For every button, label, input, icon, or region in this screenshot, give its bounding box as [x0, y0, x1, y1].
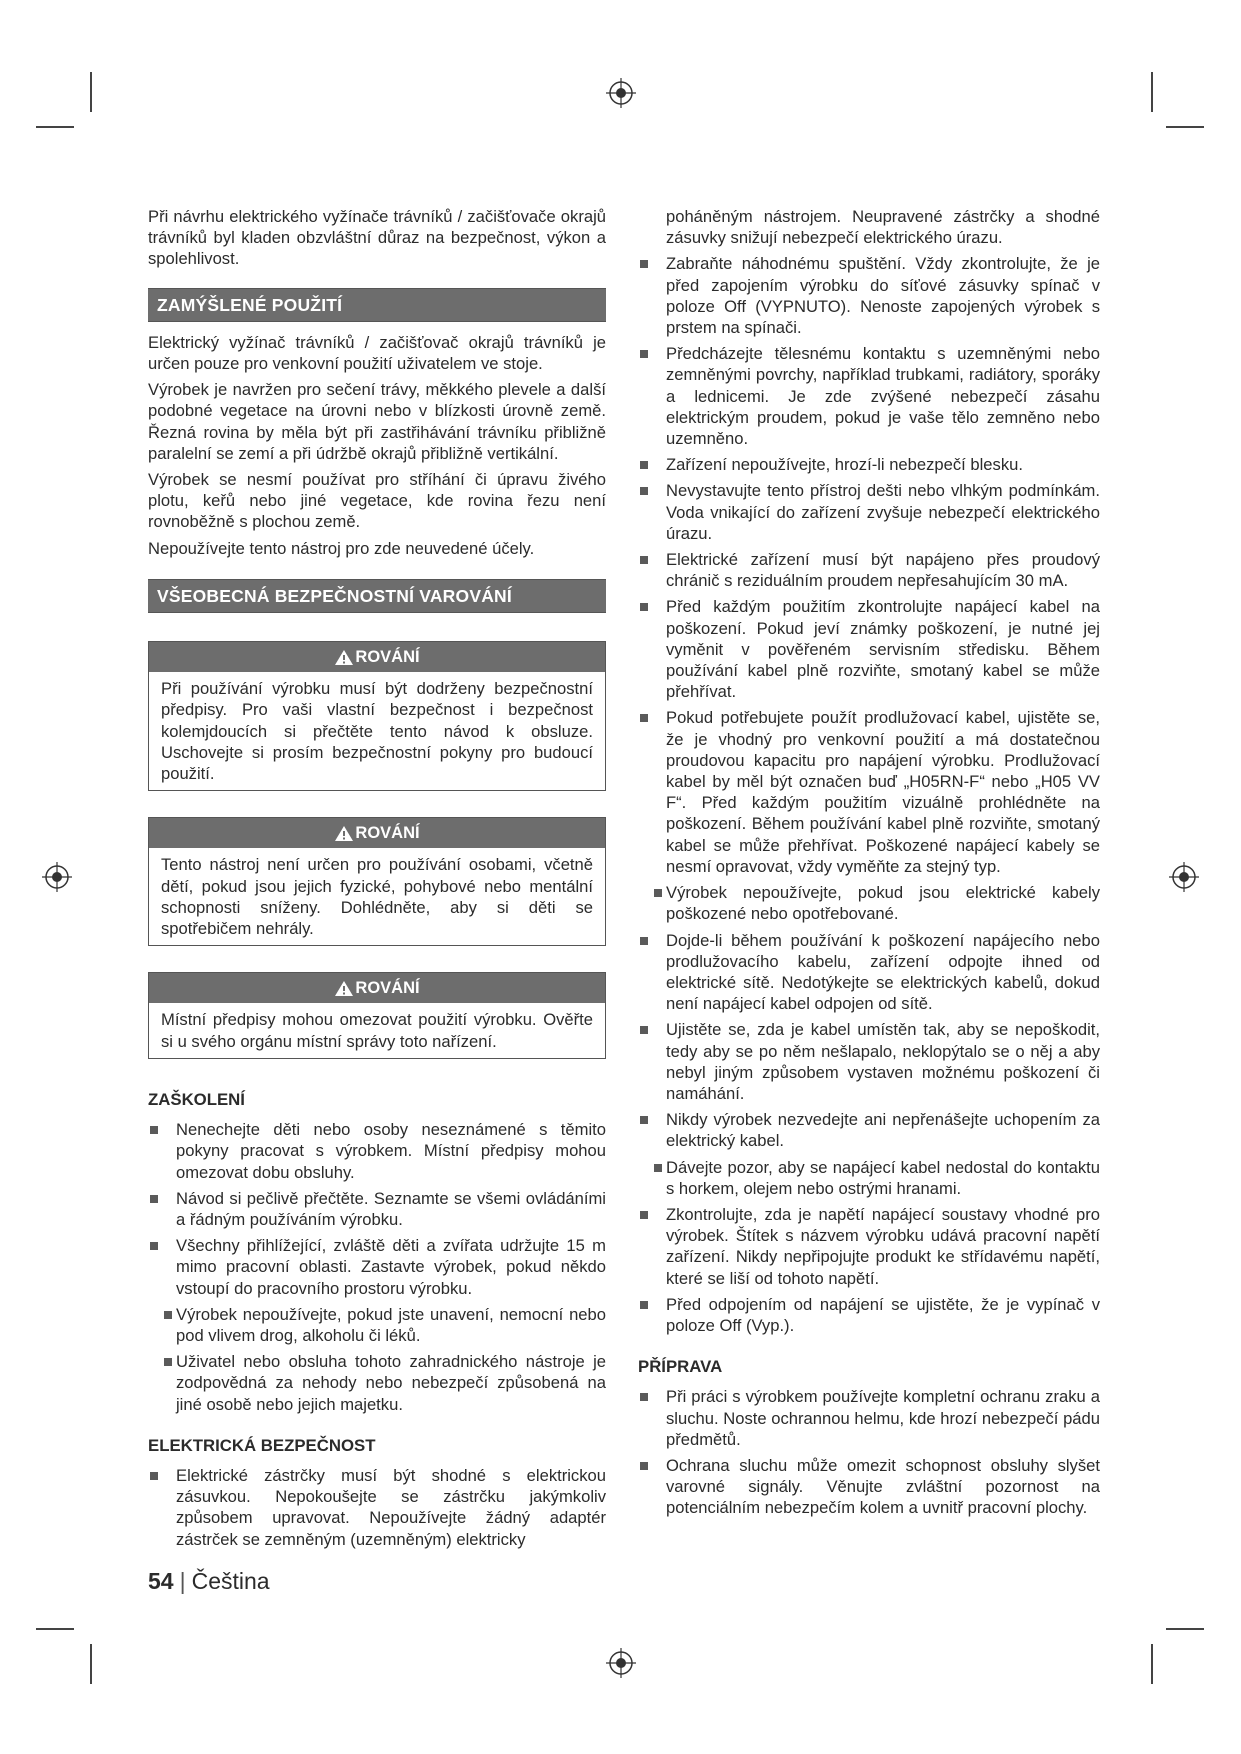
crop-mark: [90, 1644, 92, 1684]
paragraph: Nepoužívejte tento nástroj pro zde neuvedené účely.: [148, 538, 535, 558]
list-item: Ochrana sluchu může omezit schopnost obsluhy slyšet varovné signály. Věnujte zvláštní pozornost na potenciálním nebezpečím kolem a uvnitř pracovní plochy.: [638, 1455, 1100, 1519]
warning-text: Při používání výrobku musí být dodrženy bezpečnostní předpisy. Pro vaši vlastní bezpečnost i bezpečnost kolemjdoucích si přečtěte tento návod k obsluze. Uschovejte si prosím bezpečnostní pokyny pro budoucí použití.: [161, 679, 593, 784]
list-item: Při práci s výrobkem používejte kompletní ochranu zraku a sluchu. Noste ochrannou helmu, kde hrozí nebezpečí pádu předmětů.: [638, 1386, 1100, 1450]
electrical-list: [638, 253, 1100, 1336]
warning-title: [149, 973, 605, 1003]
warning-text: Místní předpisy mohou omezovat použití výrobku. Ověřte si u svého orgánu místní správy toto nařízení.: [161, 1010, 593, 1051]
subheading-preparation: PŘÍPRAVA: [638, 1357, 723, 1377]
list-item: Předcházejte tělesnému kontaktu s uzemněnými nebo zemněnými povrchy, například trubkami, radiátory, sporáky a lednicemi. Je zde zvýšené nebezpečí zásahu elektrickým proudem, pokud je vaše tělo zemněno nebo uzemněno.: [638, 343, 1100, 449]
list-item: Dojde-li během používání k poškození napájecího nebo prodlužovacího kabelu, zařízení odpojte ihned od elektrické sítě. Nedotýkejte se elektrických kabelů, dokud není napájecí kabel odpojen od sítě.: [638, 930, 1100, 1015]
list-item: Elektrické zástrčky musí být shodné s elektrickou zásuvkou. Nepokoušejte se zástrčku jakýmkoliv způsobem upravovat. Nepoužívejte žádný adaptér zástrček se zemněným (uzemněným) elektricky: [148, 1465, 606, 1550]
list-item: Zařízení nepoužívejte, hrozí-li nebezpečí blesku.: [638, 454, 1100, 475]
subheading-electrical-safety: ELEKTRICKÁ BEZPEČNOST: [148, 1435, 376, 1455]
continued-paragraph: poháněným nástrojem. Neupravené zástrčky a shodné zásuvky snižují nebezpečí elektrického úrazu.: [666, 207, 1100, 248]
warning-title-text: ROVÁNÍ: [355, 824, 420, 843]
electrical-list-left: [148, 1465, 606, 1550]
section-heading-general-safety: VŠEOBECNÁ BEZPEČNOSTNÍ VAROVÁNÍ: [148, 579, 606, 613]
warning-title: [149, 818, 605, 848]
crop-mark: [1166, 1628, 1204, 1630]
intro-paragraph: Při návrhu elektrického vyžínače trávníků / začišťovače okrajů trávníků byl kladen obzvláštní důraz na bezpečnost, výkon a spolehlivost.: [148, 207, 606, 269]
registration-mark-icon: [1167, 860, 1201, 894]
paragraph: Elektrický vyžínač trávníků / začišťovač okrajů trávníků je určen pouze pro venkovní použití uživatelem ve stoje.: [148, 332, 606, 374]
registration-mark-icon: [40, 860, 74, 894]
training-list: [148, 1119, 606, 1415]
warning-box: [148, 972, 606, 1059]
warning-triangle-icon: [334, 825, 354, 842]
paragraph: Výrobek se nesmí používat pro stříhání či úpravu živého plotu, keřů nebo jiné vegetace, kde rovina řezu není rovnoběžně s plochou země.: [148, 470, 606, 532]
warning-triangle-icon: [334, 649, 354, 666]
warning-box: [148, 641, 606, 791]
right-column: [638, 206, 1100, 1524]
list-item: Dávejte pozor, aby se napájecí kabel nedostal do kontaktu s horkem, olejem nebo ostrými hranami.: [638, 1157, 1100, 1199]
list-item: Výrobek nepoužívejte, pokud jsou elektrické kabely poškozené nebo opotřebované.: [638, 882, 1100, 924]
list-item: Zkontrolujte, zda je napětí napájecí soustavy vhodné pro výrobek. Štítek s názvem výrobku udává pracovní napětí zařízení. Nikdy nepřipojujte produkt ke střídavému napětí, které se liší od tohoto napětí.: [638, 1204, 1100, 1289]
list-item: Pokud potřebujete použít prodlužovací kabel, ujistěte se, že je vhodný pro venkovní použití a má dostatečnou proudovou kapacitu pro napájení výrobku. Prodlužovací kabel by měl být označen buď „H05RN-F“ nebo „H05 VV F“. Před každým použitím vizuálně prohlédněte na poškození. Během používání kabel plně rozviňte, smotaný kabel se může přehřívat. Poškozené napájecí kabely se nesmí opravovat, vždy vyměňte za stejný typ.: [638, 707, 1100, 877]
list-item: Elektrické zařízení musí být napájeno přes proudový chránič s reziduálním proudem nepřesahujícím 30 mA.: [638, 549, 1100, 591]
list-item: Nenechejte děti nebo osoby neseznámené s těmito pokyny pracovat s výrobkem. Místní předpisy mohou omezovat dobu obsluhy.: [148, 1119, 606, 1183]
list-item: Nikdy výrobek nezvedejte ani nepřenášejte uchopením za elektrický kabel.: [638, 1109, 1100, 1151]
paragraph: Výrobek je navržen pro sečení trávy, měkkého plevele a další podobné vegetace na úrovni nebo v blízkosti úrovně země. Řezná rovina by měla být při zastřihávání trávníku přibližně paralelní se zemí a při údržbě okrajů přibližně vertikální.: [148, 380, 606, 463]
registration-mark-icon: [604, 1646, 638, 1680]
warning-box: [148, 817, 606, 946]
preparation-list: [638, 1386, 1100, 1518]
footer-language: Čeština: [191, 1568, 270, 1594]
list-item: Před každým použitím zkontrolujte napájecí kabel na poškození. Pokud jeví známky poškození, je nutné jej vyměnit v pověřeném servisním středisku. Během používání kabel plně rozviňte, smotaný kabel se může přehřívat.: [638, 596, 1100, 702]
list-item: Nevystavujte tento přístroj dešti nebo vlhkým podmínkám. Voda vnikající do zařízení zvyšuje nebezpečí elektrického úrazu.: [638, 480, 1100, 544]
subheading-training: ZAŠKOLENÍ: [148, 1089, 245, 1109]
left-column: [148, 206, 606, 1555]
crop-mark: [90, 72, 92, 112]
warning-triangle-icon: [334, 980, 354, 997]
list-item: Všechny přihlížející, zvláště děti a zvířata udržujte 15 m mimo pracovní oblasti. Zastavte výrobek, pokud někdo vstoupí do pracovního prostoru výrobku.: [148, 1235, 606, 1299]
list-item: Výrobek nepoužívejte, pokud jste unavení, nemocní nebo pod vlivem drog, alkoholu či léků.: [148, 1304, 606, 1346]
crop-mark: [36, 126, 74, 128]
list-item: Zabraňte náhodnému spuštění. Vždy zkontrolujte, že je před zapojením výrobku do síťové zásuvky spínač v poloze Off (VYPNUTO). Nenoste zapojených výrobek s prstem na spínači.: [638, 253, 1100, 338]
crop-mark: [1166, 126, 1204, 128]
crop-mark: [1151, 72, 1153, 112]
crop-mark: [1151, 1644, 1153, 1684]
warning-text: Tento nástroj není určen pro používání osobami, včetně dětí, pokud jsou jejich fyzické, pohybové nebo mentální schopnosti sníženy. Dohlédněte, aby si děti se spotřebičem nehrály.: [161, 855, 593, 939]
section-heading-intended-use: ZAMÝŠLENÉ POUŽITÍ: [148, 288, 606, 322]
list-item: Návod si pečlivě přečtěte. Seznamte se všemi ovládáními a řádným používáním výrobku.: [148, 1188, 606, 1230]
footer-separator: |: [179, 1568, 186, 1594]
warning-title-text: ROVÁNÍ: [355, 648, 420, 667]
list-item: Před odpojením od napájení se ujistěte, že je vypínač v poloze Off (Vyp.).: [638, 1294, 1100, 1336]
registration-mark-icon: [604, 76, 638, 110]
list-item: Uživatel nebo obsluha tohoto zahradnického nástroje je zodpovědná za nehody nebo nebezpečí způsobená na jiné osobě nebo jejich majetku.: [148, 1351, 606, 1415]
warning-title: [149, 642, 605, 672]
page-footer: [148, 1568, 270, 1595]
warning-title-text: ROVÁNÍ: [355, 979, 420, 998]
page-number: 54: [148, 1568, 174, 1594]
crop-mark: [36, 1628, 74, 1630]
list-item: Ujistěte se, zda je kabel umístěn tak, aby se nepoškodit, tedy aby se po něm nešlapalo, neklopýtalo se o něj a aby nebyl jiným způsobem vystaven možnému poškození či namáhání.: [638, 1019, 1100, 1104]
